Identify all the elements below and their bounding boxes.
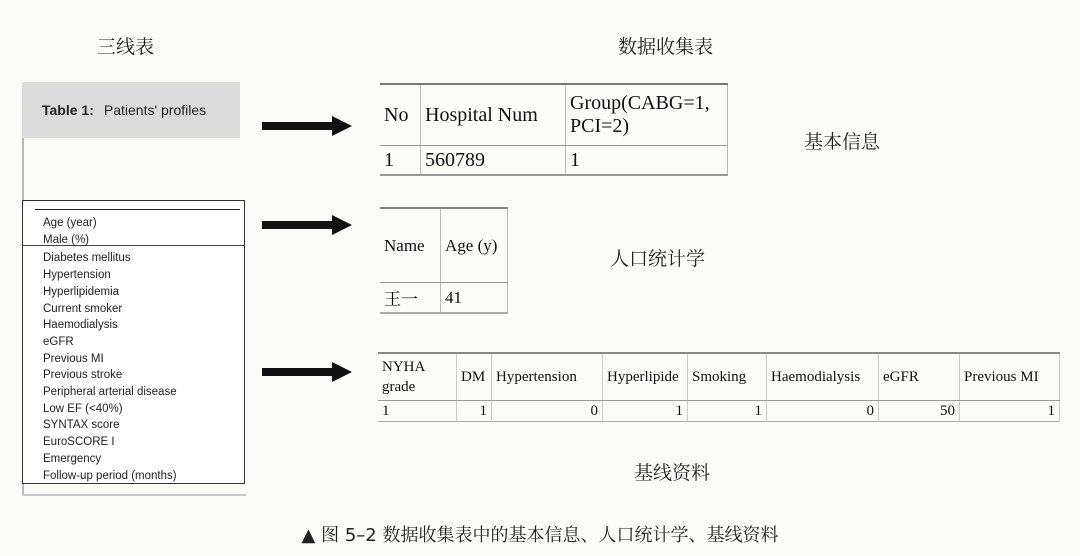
data-cell: 1 (688, 401, 767, 422)
left-table-row: SYNTAX score (43, 419, 120, 432)
header-cell: Name (380, 208, 441, 283)
header-cell: Hyperlipide (603, 353, 688, 401)
left-table-row: Haemodialysis (43, 319, 118, 332)
header-cell: No (380, 84, 421, 146)
data-cell: 0 (767, 401, 879, 422)
arrow-right-icon (262, 215, 352, 235)
data-cell: 560789 (421, 146, 566, 176)
left-table-row: Hyperlipidemia (43, 285, 120, 298)
left-table-row: Current smoker (43, 302, 123, 315)
left-table-row: Diabetes mellitus (43, 252, 131, 265)
left-table-row: Peripheral arterial disease (43, 386, 177, 399)
left-table-header (22, 82, 240, 138)
right-heading: 数据收集表 (618, 36, 714, 58)
left-table-row: EuroSCORE I (43, 436, 115, 449)
left-table-row: Previous MI (43, 352, 104, 365)
basic-info-table (380, 83, 728, 176)
baseline-table (378, 352, 1060, 422)
top-rule (35, 209, 240, 210)
data-cell: 1 (566, 146, 728, 176)
data-cell: 1 (380, 146, 421, 176)
header-cell: Previous MI (960, 353, 1060, 401)
left-table-row: Hypertension (43, 269, 111, 282)
table-number: Table 1: (42, 102, 94, 118)
data-cell: 1 (378, 401, 457, 422)
left-table-row: Emergency (43, 452, 102, 465)
header-cell: NYHA grade (378, 353, 457, 401)
left-table-rows (43, 215, 177, 484)
arrow-right-icon (262, 116, 352, 136)
data-cell: 王一 (380, 283, 441, 314)
demographics-table (380, 207, 508, 314)
left-table-row: Age (year) (43, 217, 97, 229)
data-cell: 1 (960, 401, 1060, 422)
left-table-row: eGFR (43, 335, 74, 348)
data-cell: 1 (457, 401, 492, 422)
label-basic-info: 基本信息 (804, 131, 881, 153)
data-cell: 50 (879, 401, 960, 422)
data-cell: 41 (441, 283, 508, 314)
header-cell: Hospital Num (421, 84, 566, 146)
left-table-row: Low EF (<40%) (43, 402, 123, 415)
header-cell: Haemodialysis (767, 353, 879, 401)
header-cell: Group(CABG=1, PCI=2) (566, 84, 728, 146)
left-table-row: Male (%) (43, 233, 90, 246)
left-table-row: Previous stroke (43, 369, 123, 382)
header-cell: Age (y) (441, 208, 508, 283)
figure-caption: ▲ 图 5–2 数据收集表中的基本信息、人口统计学、基线资料 (301, 525, 779, 546)
arrow-right-icon (262, 362, 352, 382)
header-cell: DM (457, 353, 492, 401)
left-heading: 三线表 (97, 36, 155, 58)
header-cell: Hypertension (492, 353, 603, 401)
table-title: Patients' profiles (103, 102, 207, 118)
left-table-row: Follow-up period (months) (43, 469, 177, 482)
label-baseline: 基线资料 (634, 462, 711, 484)
label-demographics: 人口统计学 (610, 248, 706, 270)
header-cell: Smoking (688, 353, 767, 401)
left-table-body (22, 200, 245, 484)
data-cell: 0 (492, 401, 603, 422)
data-cell: 1 (603, 401, 688, 422)
header-cell: eGFR (879, 353, 960, 401)
